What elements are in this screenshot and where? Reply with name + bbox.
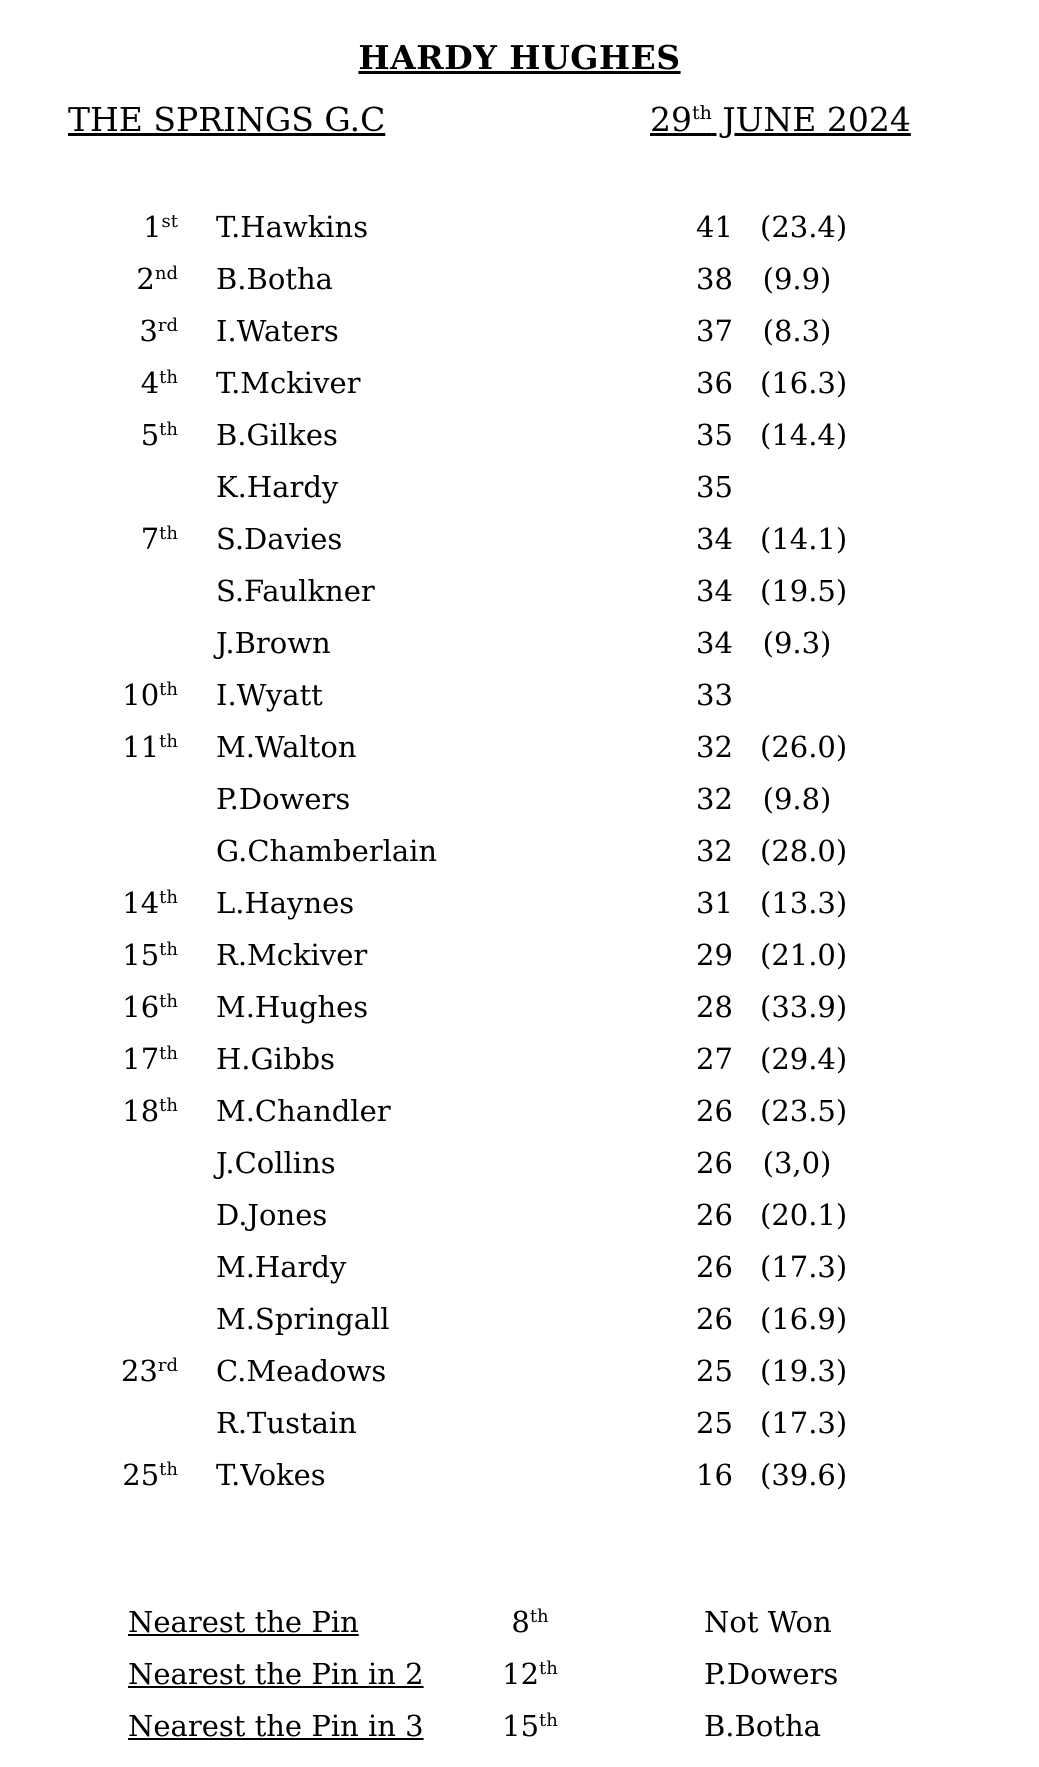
player-score: 16: [696, 1458, 733, 1492]
position-suffix: nd: [154, 263, 178, 284]
player-score: 34: [696, 626, 733, 660]
position-suffix: th: [159, 887, 178, 908]
position-suffix: th: [159, 679, 178, 700]
position: [122, 1094, 178, 1128]
prize-label: Nearest the Pin in 2: [128, 1657, 424, 1691]
player-name: I.Wyatt: [216, 678, 323, 712]
player-score: 28: [696, 990, 733, 1024]
result-row: [0, 938, 1039, 990]
result-row: [0, 886, 1039, 938]
result-row: [0, 210, 1039, 262]
position-number: 4: [140, 366, 160, 400]
player-handicap: (9.8): [762, 782, 832, 816]
player-name: B.Botha: [216, 262, 333, 296]
player-name: T.Vokes: [216, 1458, 326, 1492]
player-name: J.Collins: [216, 1146, 336, 1180]
player-handicap: (19.3): [760, 1354, 848, 1388]
result-row: [0, 730, 1039, 782]
player-handicap: (23.4): [760, 210, 848, 244]
player-score: 32: [696, 782, 733, 816]
position-number: 23: [120, 1354, 158, 1388]
position-number: 14: [122, 886, 160, 920]
player-name: M.Hughes: [216, 990, 369, 1024]
player-name: C.Meadows: [216, 1354, 387, 1388]
player-handicap: (39.6): [760, 1458, 848, 1492]
hole-number: 8: [511, 1605, 530, 1639]
position: [141, 418, 178, 452]
prize-winner: B.Botha: [704, 1709, 821, 1743]
position: [141, 522, 178, 556]
result-row: [0, 1458, 1039, 1510]
result-row: [0, 1354, 1039, 1406]
position: [121, 1354, 178, 1388]
position: [143, 210, 178, 244]
player-name: T.Hawkins: [216, 210, 369, 244]
player-handicap: (26.0): [760, 730, 848, 764]
result-row: [0, 574, 1039, 626]
player-name: B.Gilkes: [216, 418, 338, 452]
position: [141, 366, 178, 400]
position-suffix: rd: [157, 1355, 178, 1376]
player-score: 25: [696, 1406, 733, 1440]
player-name: L.Haynes: [216, 886, 355, 920]
position-number: 17: [122, 1042, 160, 1076]
player-name: M.Hardy: [216, 1250, 347, 1284]
position: [122, 990, 178, 1024]
position-suffix: th: [159, 731, 178, 752]
player-score: 38: [696, 262, 733, 296]
position-suffix: th: [159, 419, 178, 440]
player-handicap: (28.0): [760, 834, 848, 868]
player-handicap: (14.1): [760, 522, 848, 556]
position-number: 2: [136, 262, 155, 296]
player-score: 26: [696, 1302, 733, 1336]
position-suffix: th: [159, 1043, 178, 1064]
player-score: 35: [696, 470, 733, 504]
player-name: T.Mckiver: [216, 366, 361, 400]
player-score: 34: [696, 522, 733, 556]
prize-hole: [470, 1605, 590, 1639]
position-suffix: th: [159, 1459, 178, 1480]
position-suffix: th: [159, 367, 178, 388]
player-handicap: (3,0): [762, 1146, 832, 1180]
player-handicap: (14.4): [760, 418, 848, 452]
position-number: 5: [140, 418, 160, 452]
result-row: [0, 522, 1039, 574]
hole-suffix: th: [539, 1658, 558, 1679]
prizes-list: [0, 1605, 1039, 1761]
player-score: 27: [696, 1042, 733, 1076]
hole-number: 12: [502, 1657, 540, 1691]
position: [122, 1458, 178, 1492]
result-row: [0, 626, 1039, 678]
prize-hole: [470, 1657, 590, 1691]
event-date: [650, 100, 911, 139]
hole-number: 15: [502, 1709, 540, 1743]
result-row: [0, 1302, 1039, 1354]
position: [139, 314, 178, 348]
player-name: D.Jones: [216, 1198, 328, 1232]
player-name: G.Chamberlain: [216, 834, 438, 868]
prize-label: Nearest the Pin in 3: [128, 1709, 424, 1743]
position-number: 25: [122, 1458, 160, 1492]
player-score: 36: [696, 366, 733, 400]
date-month-year: JUNE 2024: [711, 100, 911, 139]
player-name: J.Brown: [216, 626, 331, 660]
result-row: [0, 1406, 1039, 1458]
position: [122, 1042, 178, 1076]
position-number: 1: [143, 210, 162, 244]
player-handicap: (16.9): [760, 1302, 848, 1336]
player-handicap: (17.3): [760, 1250, 848, 1284]
position-number: 7: [140, 522, 160, 556]
result-row: [0, 782, 1039, 834]
prize-row: [0, 1657, 1039, 1709]
prize-label: Nearest the Pin: [128, 1605, 359, 1639]
prize-winner: Not Won: [704, 1605, 832, 1639]
page-title: HARDY HUGHES: [358, 38, 681, 77]
player-score: 37: [696, 314, 733, 348]
result-row: [0, 1042, 1039, 1094]
player-name: M.Chandler: [216, 1094, 391, 1128]
position-suffix: th: [159, 939, 178, 960]
player-score: 31: [696, 886, 733, 920]
player-name: S.Faulkner: [216, 574, 375, 608]
results-list: [0, 210, 1039, 1510]
player-handicap: (29.4): [760, 1042, 848, 1076]
prize-row: [0, 1709, 1039, 1761]
position-suffix: th: [159, 1095, 178, 1116]
player-score: 26: [696, 1250, 733, 1284]
date-day: 29: [650, 100, 692, 139]
player-score: 26: [696, 1094, 733, 1128]
player-name: R.Mckiver: [216, 938, 368, 972]
player-name: H.Gibbs: [216, 1042, 335, 1076]
player-name: I.Waters: [216, 314, 339, 348]
player-name: M.Walton: [216, 730, 357, 764]
position: [122, 730, 178, 764]
player-name: R.Tustain: [216, 1406, 357, 1440]
result-row: [0, 366, 1039, 418]
prize-hole: [470, 1709, 590, 1743]
result-row: [0, 1250, 1039, 1302]
result-row: [0, 678, 1039, 730]
player-handicap: (17.3): [760, 1406, 848, 1440]
result-row: [0, 1198, 1039, 1250]
club-name: THE SPRINGS G.C: [68, 100, 386, 139]
position-number: 18: [122, 1094, 160, 1128]
player-handicap: (33.9): [760, 990, 848, 1024]
player-handicap: (8.3): [762, 314, 832, 348]
position-number: 10: [122, 678, 160, 712]
player-handicap: (20.1): [760, 1198, 848, 1232]
position-suffix: st: [161, 211, 178, 232]
position: [122, 886, 178, 920]
result-row: [0, 834, 1039, 886]
result-row: [0, 1146, 1039, 1198]
player-name: K.Hardy: [216, 470, 339, 504]
player-score: 35: [696, 418, 733, 452]
player-handicap: (16.3): [760, 366, 848, 400]
player-score: 32: [696, 834, 733, 868]
player-handicap: (21.0): [760, 938, 848, 972]
player-handicap: (13.3): [760, 886, 848, 920]
position-suffix: th: [159, 991, 178, 1012]
position: [122, 678, 178, 712]
prize-row: [0, 1605, 1039, 1657]
player-handicap: (9.3): [762, 626, 832, 660]
player-score: 25: [696, 1354, 733, 1388]
result-row: [0, 418, 1039, 470]
hole-suffix: th: [529, 1606, 549, 1627]
prize-winner: P.Dowers: [704, 1657, 839, 1691]
position-number: 3: [139, 314, 158, 348]
player-score: 26: [696, 1198, 733, 1232]
result-row: [0, 990, 1039, 1042]
result-row: [0, 262, 1039, 314]
player-score: 29: [696, 938, 733, 972]
player-score: 34: [696, 574, 733, 608]
hole-suffix: th: [539, 1710, 558, 1731]
player-handicap: (23.5): [760, 1094, 848, 1128]
result-row: [0, 314, 1039, 366]
position-suffix: th: [159, 523, 178, 544]
result-row: [0, 470, 1039, 522]
player-score: 32: [696, 730, 733, 764]
player-name: M.Springall: [216, 1302, 390, 1336]
player-score: 26: [696, 1146, 733, 1180]
position-number: 15: [122, 938, 160, 972]
position: [136, 262, 178, 296]
player-handicap: (9.9): [762, 262, 832, 296]
result-row: [0, 1094, 1039, 1146]
player-name: S.Davies: [216, 522, 343, 556]
player-name: P.Dowers: [216, 782, 351, 816]
position-suffix: rd: [157, 315, 178, 336]
player-handicap: (19.5): [760, 574, 848, 608]
player-score: 33: [696, 678, 733, 712]
player-score: 41: [696, 210, 733, 244]
date-suffix: th: [692, 102, 712, 124]
position-number: 16: [122, 990, 160, 1024]
position-number: 11: [122, 730, 160, 764]
position: [122, 938, 178, 972]
